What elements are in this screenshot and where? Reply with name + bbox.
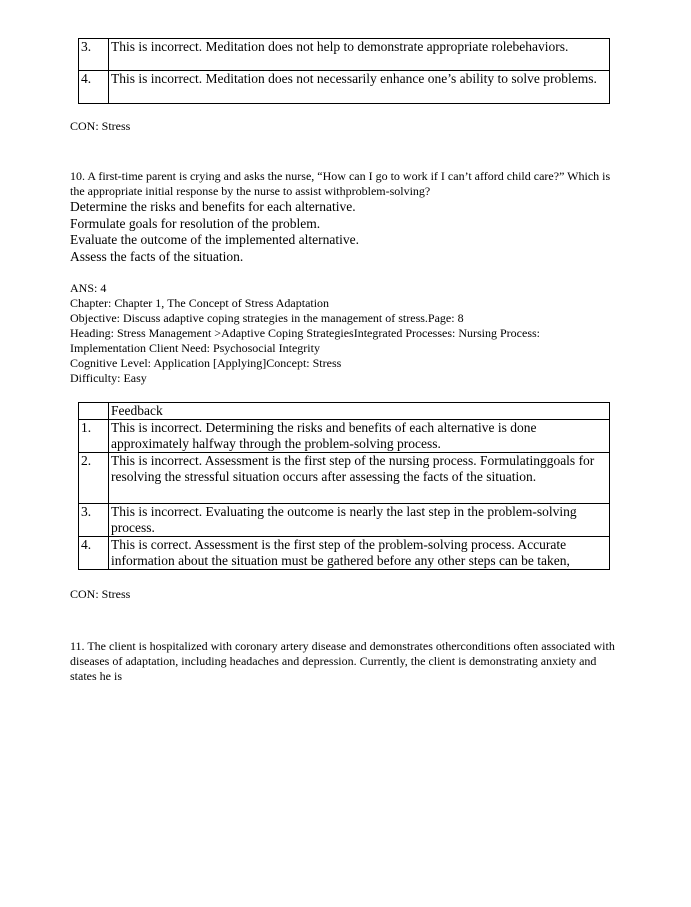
feedback-table-q10	[78, 402, 610, 570]
option-1: Determine the risks and benefits for each alternative.	[70, 199, 356, 214]
table-row	[79, 420, 610, 453]
con-label: CON: Stress	[70, 587, 131, 601]
feedback-header: Feedback	[109, 403, 610, 420]
difficulty: Difficulty: Easy	[70, 371, 147, 385]
objective: Objective: Discuss adaptive coping strategies in the management of stress.Page: 8	[70, 311, 464, 325]
row-number: 3.	[79, 39, 109, 71]
answer: ANS: 4	[70, 281, 107, 295]
table-row	[79, 537, 610, 570]
row-number: 2.	[79, 453, 109, 504]
row-number: 4.	[79, 71, 109, 104]
question-10-stem: 10. A first-time parent is crying and asks the nurse, “How can I go to work if I can’t afford child care?” Which is the appropriate initial response by the nurse to assist withproblem-solving?	[70, 169, 611, 198]
table-row	[79, 504, 610, 537]
question-10-options	[70, 199, 630, 265]
row-text: This is incorrect. Meditation does not necessarily enhance one’s ability to solve problems.	[109, 71, 610, 104]
row-number: 3.	[79, 504, 109, 537]
question-10-meta	[70, 281, 630, 386]
row-text: This is incorrect. Evaluating the outcome is nearly the last step in the problem-solving process.	[109, 504, 610, 537]
chapter: Chapter: Chapter 1, The Concept of Stress Adaptation	[70, 296, 330, 310]
row-number: 4.	[79, 537, 109, 570]
row-text: This is correct. Assessment is the first step of the problem-solving process. Accurate information about the situation must be gathered before any other steps can be taken,	[109, 537, 610, 570]
feedback-table-top	[78, 38, 610, 104]
table-row	[79, 71, 610, 104]
option-3: Evaluate the outcome of the implemented alternative.	[70, 232, 360, 247]
heading: Heading: Stress Management >Adaptive Coping StrategiesIntegrated Processes: Nursing Process:	[70, 326, 541, 340]
table-row	[79, 453, 610, 504]
table-header-row	[79, 403, 610, 420]
question-11-stem: 11. The client is hospitalized with coronary artery disease and demonstrates otherconditions often associated with diseases of adaptation, including headaches and depression. Currently, the client is demonstrating anxiety and states he is	[70, 639, 615, 683]
row-text: This is incorrect. Determining the risks and benefits of each alternative is done approximately halfway through the problem-solving process.	[109, 420, 610, 453]
option-4: Assess the facts of the situation.	[70, 248, 244, 264]
cognitive-level: Cognitive Level: Application [Applying]Concept: Stress	[70, 356, 342, 370]
option-2: Formulate goals for resolution of the problem.	[70, 215, 321, 231]
row-number: 1.	[79, 420, 109, 453]
table-row	[79, 39, 610, 71]
client-need: Implementation Client Need: Psychosocial Integrity	[70, 341, 320, 355]
row-text: This is incorrect. Assessment is the first step of the nursing process. Formulatinggoals for resolving the stressful situation occurs after assessing the facts of the situation.	[109, 453, 610, 504]
row-text: This is incorrect. Meditation does not help to demonstrate appropriate rolebehaviors.	[109, 39, 610, 71]
con-label: CON: Stress	[70, 119, 131, 133]
